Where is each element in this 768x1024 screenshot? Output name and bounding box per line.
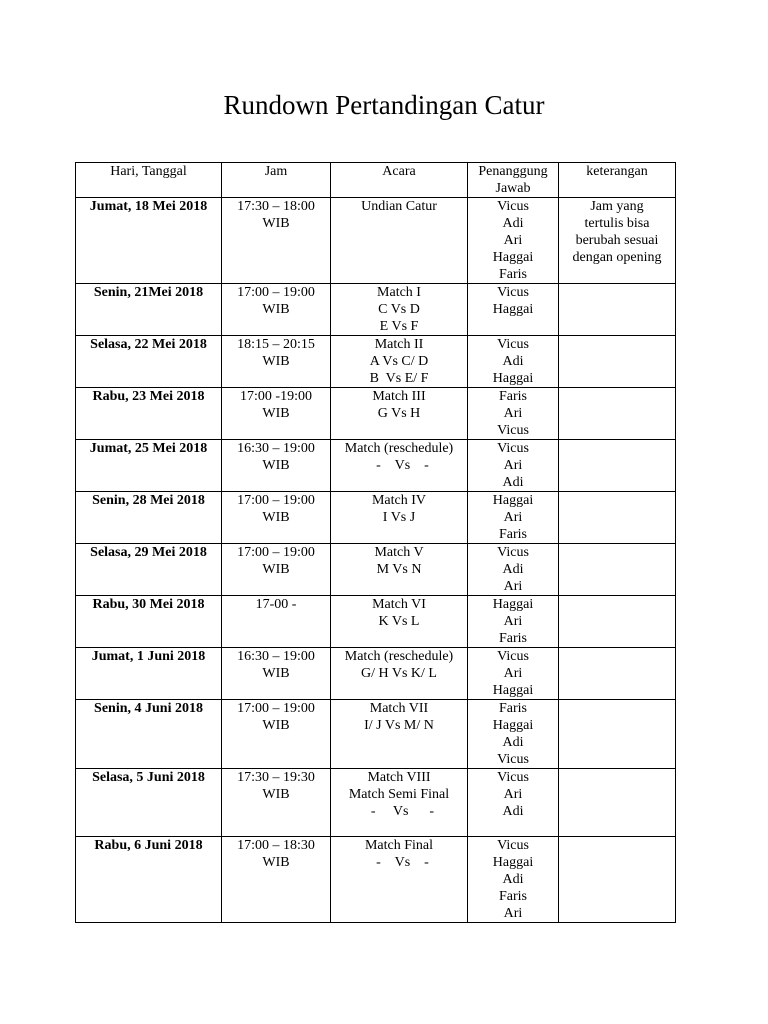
header-note: keterangan bbox=[559, 163, 676, 198]
table-body bbox=[76, 198, 676, 923]
cell-note-line: Jam yang bbox=[590, 199, 644, 214]
table-row bbox=[76, 544, 676, 596]
cell-time-line: WIB bbox=[262, 718, 290, 733]
cell-time-line: 17:30 – 19:30 bbox=[237, 770, 315, 785]
header-pic-line: Penanggung bbox=[478, 164, 548, 179]
cell-note-line: dengan opening bbox=[572, 250, 662, 265]
cell-event-line: A Vs C/ D bbox=[369, 354, 429, 369]
cell-time-line: 16:30 – 19:00 bbox=[237, 649, 315, 664]
cell-time-line: WIB bbox=[262, 216, 290, 231]
cell-pic-line: Haggai bbox=[492, 493, 534, 508]
cell-pic bbox=[468, 837, 559, 923]
cell-time-line: WIB bbox=[262, 787, 290, 802]
cell-day-line: Senin, 28 Mei 2018 bbox=[92, 493, 205, 508]
cell-time bbox=[222, 336, 331, 388]
cell-note bbox=[559, 284, 676, 336]
cell-pic-line: Vicus bbox=[497, 285, 529, 300]
cell-time bbox=[222, 769, 331, 837]
cell-note bbox=[559, 648, 676, 700]
cell-event bbox=[331, 769, 468, 837]
cell-time-line: WIB bbox=[262, 302, 290, 317]
cell-day-line: Senin, 21Mei 2018 bbox=[93, 285, 204, 300]
cell-day bbox=[76, 544, 222, 596]
cell-event bbox=[331, 336, 468, 388]
cell-day-line: Selasa, 22 Mei 2018 bbox=[90, 337, 207, 352]
cell-day bbox=[76, 440, 222, 492]
cell-day bbox=[76, 336, 222, 388]
cell-pic-line: Faris bbox=[499, 267, 527, 282]
cell-time-line: 17:00 – 19:00 bbox=[237, 285, 315, 300]
cell-note bbox=[559, 492, 676, 544]
cell-event bbox=[331, 596, 468, 648]
cell-pic-line: Adi bbox=[502, 735, 524, 750]
cell-day-line: Rabu, 23 Mei 2018 bbox=[92, 389, 205, 404]
schedule-table bbox=[75, 162, 676, 923]
cell-day bbox=[76, 700, 222, 769]
cell-event-line: Match V bbox=[374, 545, 424, 560]
cell-pic-line: Faris bbox=[499, 701, 527, 716]
table-row bbox=[76, 336, 676, 388]
cell-time bbox=[222, 700, 331, 769]
cell-time-line: WIB bbox=[262, 855, 290, 870]
cell-note bbox=[559, 596, 676, 648]
cell-pic-line: Ari bbox=[503, 579, 523, 594]
cell-time bbox=[222, 284, 331, 336]
cell-day bbox=[76, 492, 222, 544]
cell-pic-line: Adi bbox=[502, 216, 524, 231]
cell-event-line: Match II bbox=[374, 337, 424, 352]
cell-time bbox=[222, 198, 331, 284]
cell-pic-line: Faris bbox=[499, 889, 527, 904]
cell-pic-line: Faris bbox=[499, 527, 527, 542]
cell-event-line: K Vs L bbox=[378, 614, 420, 629]
cell-event-line: C Vs D bbox=[378, 302, 420, 317]
table-row bbox=[76, 388, 676, 440]
page-title: Rundown Pertandingan Catur bbox=[223, 90, 545, 120]
cell-day bbox=[76, 198, 222, 284]
cell-pic-line: Haggai bbox=[492, 250, 534, 265]
cell-event bbox=[331, 837, 468, 923]
cell-day bbox=[76, 596, 222, 648]
header-person-in-charge bbox=[468, 163, 559, 198]
table-row bbox=[76, 700, 676, 769]
cell-pic-line: Adi bbox=[502, 354, 524, 369]
cell-time-line: 17:00 – 18:30 bbox=[237, 838, 315, 853]
header-row bbox=[76, 163, 676, 198]
header-event: Acara bbox=[331, 163, 468, 198]
cell-note bbox=[559, 336, 676, 388]
cell-time-line: WIB bbox=[262, 562, 290, 577]
cell-pic-line: Vicus bbox=[497, 838, 529, 853]
cell-time bbox=[222, 544, 331, 596]
cell-pic-line: Vicus bbox=[497, 337, 529, 352]
cell-pic bbox=[468, 336, 559, 388]
cell-time bbox=[222, 492, 331, 544]
cell-day-line: Senin, 4 Juni 2018 bbox=[94, 701, 203, 716]
cell-pic-line: Haggai bbox=[492, 302, 534, 317]
cell-day bbox=[76, 837, 222, 923]
cell-pic bbox=[468, 700, 559, 769]
cell-pic bbox=[468, 284, 559, 336]
cell-event-line: I/ J Vs M/ N bbox=[364, 718, 434, 733]
table-row bbox=[76, 492, 676, 544]
cell-day-line: Jumat, 1 Juni 2018 bbox=[91, 649, 206, 664]
cell-event bbox=[331, 544, 468, 596]
cell-time-line: 17:00 – 19:00 bbox=[237, 545, 315, 560]
table-row bbox=[76, 648, 676, 700]
table-row bbox=[76, 198, 676, 284]
cell-note bbox=[559, 388, 676, 440]
cell-day bbox=[76, 648, 222, 700]
cell-pic-line: Ari bbox=[503, 906, 523, 921]
cell-time bbox=[222, 837, 331, 923]
cell-pic bbox=[468, 648, 559, 700]
cell-day bbox=[76, 388, 222, 440]
table-header bbox=[76, 163, 676, 198]
cell-pic-line: Ari bbox=[503, 233, 523, 248]
cell-pic-line: Vicus bbox=[497, 423, 529, 438]
cell-pic-line: Adi bbox=[502, 562, 524, 577]
table-row bbox=[76, 769, 676, 837]
cell-pic bbox=[468, 492, 559, 544]
cell-pic-line: Ari bbox=[503, 406, 523, 421]
cell-event-line: Match VIII bbox=[367, 770, 431, 785]
cell-time-line: 17-00 - bbox=[255, 597, 297, 612]
cell-note bbox=[559, 769, 676, 837]
cell-pic-line: Vicus bbox=[497, 649, 529, 664]
cell-day-line: Rabu, 6 Juni 2018 bbox=[94, 838, 203, 853]
cell-event bbox=[331, 388, 468, 440]
cell-pic-line: Vicus bbox=[497, 770, 529, 785]
cell-time-line: WIB bbox=[262, 510, 290, 525]
cell-event-line: B Vs E/ F bbox=[369, 371, 429, 386]
cell-event bbox=[331, 440, 468, 492]
cell-time-line: 17:00 -19:00 bbox=[240, 389, 312, 404]
cell-day-line: Jumat, 25 Mei 2018 bbox=[89, 441, 208, 456]
cell-day-line: Jumat, 18 Mei 2018 bbox=[89, 199, 208, 214]
header-time: Jam bbox=[222, 163, 331, 198]
cell-event-line: Match Semi Final bbox=[348, 787, 450, 802]
cell-event-line: I Vs J bbox=[382, 510, 416, 525]
cell-event-line: G/ H Vs K/ L bbox=[361, 666, 437, 681]
cell-event bbox=[331, 492, 468, 544]
cell-pic-line: Ari bbox=[503, 510, 523, 525]
cell-time-line: 16:30 – 19:00 bbox=[237, 441, 315, 456]
cell-time bbox=[222, 388, 331, 440]
cell-event-line: M Vs N bbox=[376, 562, 422, 577]
cell-time-line: WIB bbox=[262, 666, 290, 681]
cell-event bbox=[331, 284, 468, 336]
cell-pic bbox=[468, 388, 559, 440]
cell-note bbox=[559, 544, 676, 596]
cell-pic-line: Haggai bbox=[492, 718, 534, 733]
cell-event-line: G Vs H bbox=[377, 406, 421, 421]
cell-pic-line: Haggai bbox=[492, 855, 534, 870]
cell-note-line: berubah sesuai bbox=[575, 233, 659, 248]
cell-pic-line: Haggai bbox=[492, 371, 534, 386]
cell-event-line: Match VII bbox=[369, 701, 429, 716]
cell-event-line: Match I bbox=[377, 285, 421, 300]
cell-pic-line: Ari bbox=[503, 666, 523, 681]
cell-time bbox=[222, 648, 331, 700]
cell-note bbox=[559, 440, 676, 492]
cell-event-line: Match VI bbox=[372, 597, 426, 612]
cell-event-line: Match (reschedule) bbox=[344, 649, 454, 664]
cell-pic-line: Faris bbox=[499, 631, 527, 646]
cell-pic bbox=[468, 440, 559, 492]
cell-pic-line: Adi bbox=[502, 872, 524, 887]
cell-time-line: WIB bbox=[262, 406, 290, 421]
cell-pic-line: Ari bbox=[503, 614, 523, 629]
cell-pic bbox=[468, 769, 559, 837]
cell-event-line: Match III bbox=[372, 389, 426, 404]
cell-event bbox=[331, 700, 468, 769]
cell-event bbox=[331, 648, 468, 700]
cell-event-line: - Vs - bbox=[369, 855, 429, 870]
cell-day bbox=[76, 284, 222, 336]
cell-pic-line: Faris bbox=[499, 389, 527, 404]
cell-event-line: Match IV bbox=[371, 493, 427, 508]
header-pic-line: Jawab bbox=[495, 181, 531, 196]
cell-time-line: 18:15 – 20:15 bbox=[237, 337, 315, 352]
cell-event-line: Match (reschedule) bbox=[344, 441, 454, 456]
cell-note bbox=[559, 198, 676, 284]
cell-pic-line: Haggai bbox=[492, 683, 534, 698]
cell-event-line: E Vs F bbox=[379, 319, 419, 334]
cell-event-line: - Vs - bbox=[369, 458, 429, 473]
cell-time-line: WIB bbox=[262, 354, 290, 369]
cell-note-line: tertulis bisa bbox=[584, 216, 650, 231]
table-row bbox=[76, 596, 676, 648]
cell-day bbox=[76, 769, 222, 837]
cell-pic-line: Ari bbox=[503, 787, 523, 802]
cell-pic-line: Vicus bbox=[497, 441, 529, 456]
cell-pic-line: Ari bbox=[503, 458, 523, 473]
cell-time bbox=[222, 440, 331, 492]
cell-pic bbox=[468, 596, 559, 648]
cell-time-line: 17:30 – 18:00 bbox=[237, 199, 315, 214]
cell-time-line: WIB bbox=[262, 458, 290, 473]
cell-event bbox=[331, 198, 468, 284]
table-row bbox=[76, 284, 676, 336]
cell-event-line: Match Final bbox=[364, 838, 434, 853]
cell-event-line: Undian Catur bbox=[361, 199, 437, 214]
cell-time-line: 17:00 – 19:00 bbox=[237, 701, 315, 716]
cell-event-line: - Vs - bbox=[363, 804, 435, 819]
cell-note bbox=[559, 700, 676, 769]
cell-pic-line: Vicus bbox=[497, 199, 529, 214]
cell-time-line: 17:00 – 19:00 bbox=[237, 493, 315, 508]
cell-pic bbox=[468, 544, 559, 596]
table-row bbox=[76, 440, 676, 492]
cell-day-line: Selasa, 5 Juni 2018 bbox=[92, 770, 205, 785]
cell-pic-line: Adi bbox=[502, 804, 524, 819]
cell-pic bbox=[468, 198, 559, 284]
cell-note bbox=[559, 837, 676, 923]
cell-time bbox=[222, 596, 331, 648]
cell-pic-line: Vicus bbox=[497, 752, 529, 767]
header-day: Hari, Tanggal bbox=[76, 163, 222, 198]
cell-pic-line: Haggai bbox=[492, 597, 534, 612]
table-row bbox=[76, 837, 676, 923]
cell-pic-line: Vicus bbox=[497, 545, 529, 560]
cell-pic-line: Adi bbox=[502, 475, 524, 490]
cell-day-line: Selasa, 29 Mei 2018 bbox=[90, 545, 207, 560]
cell-day-line: Rabu, 30 Mei 2018 bbox=[92, 597, 205, 612]
